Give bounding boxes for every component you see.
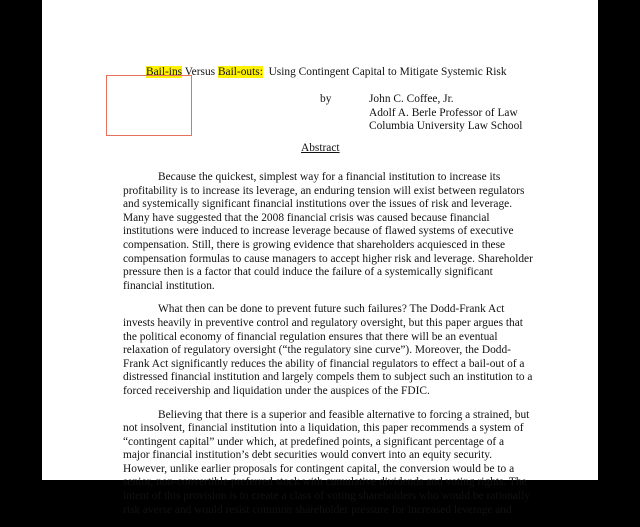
paragraph-line: relaxation of regulatory oversight (“the regulatory sine curve”). Moreover, the Dodd- [123,344,511,357]
paper-title [146,66,507,78]
paragraph-line: senior, non-convertible preferred stock with cumulative dividends and voting rights. The [123,476,527,489]
paragraph-line: compensation. Still, there is growing evidence that shareholders acquiesced in these [123,238,506,251]
paragraph-line: Believing that there is a superior and feasible alternative to forcing a strained, but [158,408,530,421]
author-name: John C. Coffee, Jr. [369,93,454,105]
paragraph-line: major financial institution’s debt securities would convert into an equity security. [123,449,493,462]
highlighted-text-bail-ins[interactable]: Bail-ins [146,66,183,78]
paragraph-line: distressed financial institution and largely compels them to subject such an institution to a [123,371,533,384]
title-text-rest: Using Contingent Capital to Mitigate Systemic Risk [262,66,507,78]
abstract-body [123,171,533,527]
paragraph-line: invests heavily in preventive control and regulatory oversight, but this paper argues that [123,316,523,329]
paragraph-line: compensation formulas to cause managers to accept higher risk and leverage. Shareholder [123,252,533,265]
author-position: Adolf A. Berle Professor of Law [369,106,518,119]
paragraph-line: risk averse and would resist common shareholder pressure for increased leverage and [123,503,512,516]
by-label: by [320,93,332,105]
paragraph-line: not insolvent, financial institution into a liquidation, this paper recommends a system of [123,422,524,435]
paragraph-line: pressure then is a factor that could induce the failure of a systemically significant [123,266,493,279]
abstract-paragraph [123,408,531,518]
paragraph-line: the political economy of financial regulation ensures that there will be an eventual [123,330,498,343]
document-page [42,0,598,516]
highlighted-text-bail-outs[interactable]: Bail-outs: [217,66,263,78]
paragraph-line: intent of this provision is to create a class of voting shareholders who would be rationally [123,490,531,503]
abstract-paragraph [123,171,533,293]
paragraph-line: Because the quickest, simplest way for a financial institution to increase its [158,171,501,183]
abstract-paragraph [123,303,533,398]
paragraph-line: What then can be done to prevent future such failures? The Dodd-Frank Act [158,303,505,316]
paragraph-line: financial institution. [123,279,215,292]
paragraph-line: profitability is to increase its leverage, an enduring tension will exist between regulators [123,184,525,197]
paragraph-line: forced receivership and liquidation under the auspices of the FDIC. [123,384,430,397]
abstract-heading: Abstract [301,142,340,154]
title-text-versus: Versus [182,66,218,78]
paragraph-line: institutions were induced to increase leverage because of flawed systems of executive [123,225,514,238]
paragraph-line: However, unlike earlier proposals for contingent capital, the conversion would be to a [123,462,515,475]
author-block [369,93,522,134]
paragraph-line: Frank Act significantly reduces the ability of financial regulators to effect a bail-out of a [123,357,525,370]
paragraph-line: “contingent capital” under which, at predefined points, a significant percentage of a [123,435,505,448]
author-school: Columbia University Law School [369,120,523,133]
paragraph-line: and systemically significant financial institutions over the issues of risk and leverage. [123,198,513,211]
paragraph-line: Many have suggested that the 2008 financial crisis was caused because financial [123,211,490,224]
annotation-rectangle[interactable] [106,75,192,136]
